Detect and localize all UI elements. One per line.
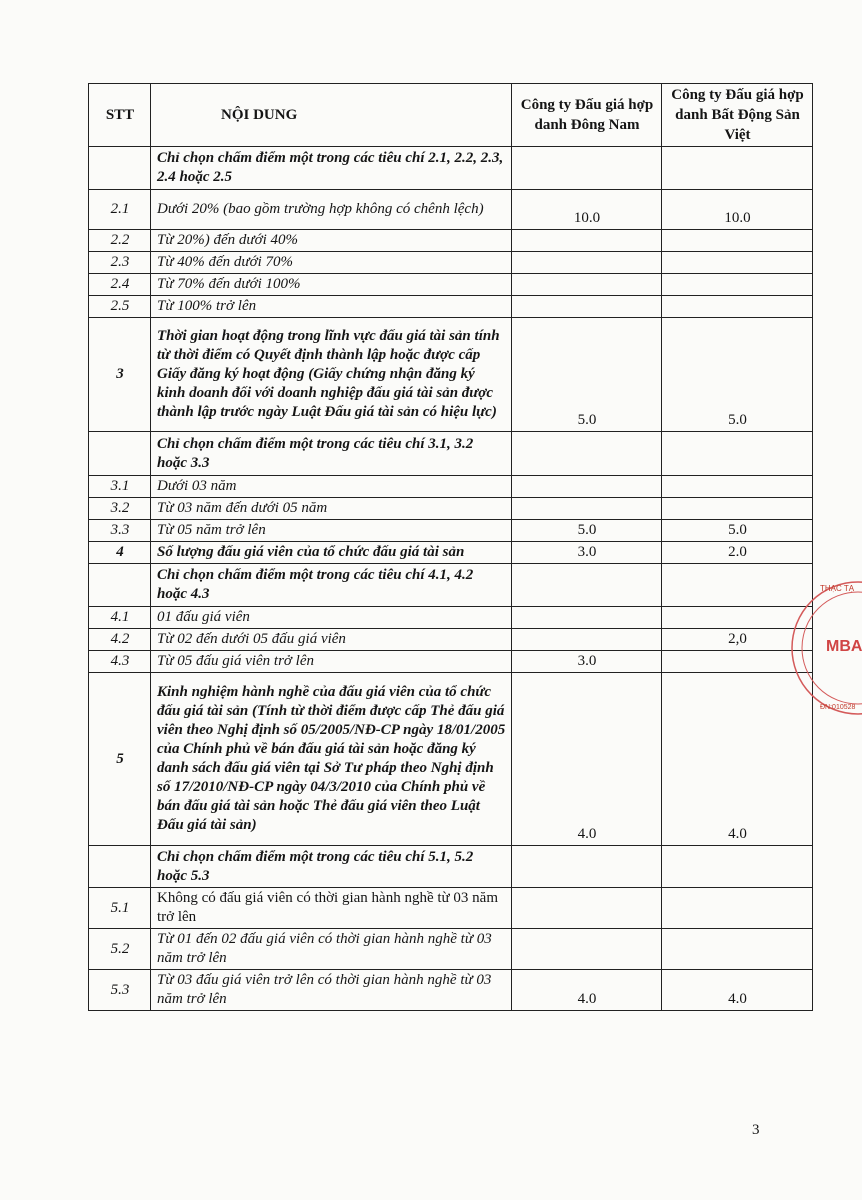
row-content: Dưới 03 năm [151,476,512,498]
row-stt: 3.2 [89,498,151,520]
score-bds-viet [662,432,813,476]
row-stt: 4.1 [89,607,151,629]
table-row [89,846,813,888]
table-row [89,607,813,629]
row-content: Dưới 20% (bao gồm trường hợp không có chênh lệch) [151,190,512,230]
score-dong-nam [512,432,662,476]
score-dong-nam [512,476,662,498]
row-content: Từ 100% trở lên [151,296,512,318]
score-bds-viet [662,498,813,520]
score-bds-viet: 4.0 [662,970,813,1011]
header-company-dong-nam: Công ty Đấu giá hợp danh Đông Nam [512,84,662,147]
row-stt [89,846,151,888]
row-stt: 2.2 [89,230,151,252]
row-stt [89,564,151,607]
score-bds-viet [662,607,813,629]
row-content: Số lượng đấu giá viên của tổ chức đấu giá tài sản [151,542,512,564]
row-content: Từ 01 đến 02 đấu giá viên có thời gian hành nghề từ 03 năm trở lên [151,929,512,970]
row-content: Chỉ chọn chấm điểm một trong các tiêu chí 5.1, 5.2 hoặc 5.3 [151,846,512,888]
score-bds-viet [662,651,813,673]
table-header-row [89,84,813,147]
row-content: Chỉ chọn chấm điểm một trong các tiêu chí 4.1, 4.2 hoặc 4.3 [151,564,512,607]
score-dong-nam: 4.0 [512,673,662,846]
row-stt: 3.3 [89,520,151,542]
score-dong-nam [512,629,662,651]
score-dong-nam: 5.0 [512,318,662,432]
row-stt [89,432,151,476]
table-row [89,190,813,230]
score-dong-nam [512,564,662,607]
score-dong-nam: 3.0 [512,542,662,564]
stamp-text-bot: ĐN:010528 [820,704,856,711]
stamp-text-mid: MBA [826,638,862,655]
score-bds-viet [662,929,813,970]
row-stt [89,147,151,190]
stamp-text-top: THẠC TẠ [820,584,855,593]
score-dong-nam [512,929,662,970]
table-row [89,432,813,476]
score-bds-viet [662,230,813,252]
table-row [89,147,813,190]
score-dong-nam [512,607,662,629]
score-bds-viet [662,564,813,607]
table-row [89,252,813,274]
table-row [89,520,813,542]
row-stt: 4 [89,542,151,564]
row-content: Từ 40% đến dưới 70% [151,252,512,274]
score-bds-viet [662,296,813,318]
row-stt: 2.4 [89,274,151,296]
header-stt: STT [89,84,151,147]
table-row [89,542,813,564]
score-bds-viet [662,888,813,929]
score-dong-nam [512,274,662,296]
page-number: 3 [752,1122,760,1138]
row-content: Từ 02 đến dưới 05 đấu giá viên [151,629,512,651]
score-bds-viet: 5.0 [662,520,813,542]
score-dong-nam [512,230,662,252]
row-stt: 2.3 [89,252,151,274]
table-body [89,147,813,1011]
row-content: Từ 05 năm trở lên [151,520,512,542]
score-bds-viet [662,476,813,498]
score-dong-nam: 10.0 [512,190,662,230]
score-dong-nam: 5.0 [512,520,662,542]
table-row [89,274,813,296]
score-bds-viet: 2,0 [662,629,813,651]
table-row [89,651,813,673]
scoring-table [88,83,813,1011]
row-stt: 3.1 [89,476,151,498]
row-stt: 2.5 [89,296,151,318]
row-content: Thời gian hoạt động trong lĩnh vực đấu giá tài sản tính từ thời điểm có Quyết định thành lập hoặc được cấp Giấy đăng ký hoạt động (Giấy chứng nhận đăng ký kinh doanh đối với doanh nghiệp đấu giá tài sản được thành lập trước ngày Luật Đấu giá tài sản có hiệu lực) [151,318,512,432]
row-stt: 5.3 [89,970,151,1011]
table-row [89,318,813,432]
score-dong-nam [512,252,662,274]
row-content: Chỉ chọn chấm điểm một trong các tiêu chí 2.1, 2.2, 2.3, 2.4 hoặc 2.5 [151,147,512,190]
score-dong-nam [512,846,662,888]
row-stt: 5 [89,673,151,846]
red-stamp [818,578,862,718]
score-dong-nam [512,296,662,318]
row-content: Từ 70% đến dưới 100% [151,274,512,296]
row-content: 01 đấu giá viên [151,607,512,629]
score-dong-nam: 3.0 [512,651,662,673]
row-content: Từ 03 đấu giá viên trở lên có thời gian hành nghề từ 03 năm trở lên [151,970,512,1011]
table-row [89,970,813,1011]
header-noi-dung: NỘI DUNG [151,84,512,147]
row-content: Từ 20%) đến dưới 40% [151,230,512,252]
row-stt: 5.1 [89,888,151,929]
score-bds-viet [662,252,813,274]
row-content: Kinh nghiệm hành nghề của đấu giá viên của tổ chức đấu giá tài sản (Tính từ thời điểm được cấp Thẻ đấu giá viên theo Nghị định số 05/2005/NĐ-CP ngày 18/01/2005 của Chính phủ về bán đấu giá tài sản hoặc đăng ký danh sách đấu giá viên tại Sở Tư pháp theo Nghị định số 17/2010/NĐ-CP ngày 04/3/2010 của Chính phủ về bán đấu giá tài sản hoặc Thẻ đấu giá viên theo Luật Đấu giá tài sản) [151,673,512,846]
table-row [89,296,813,318]
header-company-bds-viet: Công ty Đấu giá hợp danh Bất Động Sản Việt [662,84,813,147]
row-stt: 2.1 [89,190,151,230]
score-dong-nam [512,498,662,520]
table-row [89,888,813,929]
score-bds-viet: 4.0 [662,673,813,846]
row-stt: 4.2 [89,629,151,651]
table-row [89,498,813,520]
score-bds-viet [662,274,813,296]
row-stt: 4.3 [89,651,151,673]
table-row [89,230,813,252]
score-bds-viet [662,147,813,190]
score-bds-viet: 10.0 [662,190,813,230]
score-dong-nam: 4.0 [512,970,662,1011]
score-bds-viet: 5.0 [662,318,813,432]
table-row [89,564,813,607]
row-content: Từ 05 đấu giá viên trở lên [151,651,512,673]
table-row [89,673,813,846]
score-dong-nam [512,888,662,929]
row-content: Từ 03 năm đến dưới 05 năm [151,498,512,520]
table-row [89,929,813,970]
score-dong-nam [512,147,662,190]
table-row [89,629,813,651]
table-row [89,476,813,498]
row-stt: 5.2 [89,929,151,970]
row-stt: 3 [89,318,151,432]
score-bds-viet [662,846,813,888]
score-bds-viet: 2.0 [662,542,813,564]
row-content: Chỉ chọn chấm điểm một trong các tiêu chí 3.1, 3.2 hoặc 3.3 [151,432,512,476]
row-content: Không có đấu giá viên có thời gian hành nghề từ 03 năm trở lên [151,888,512,929]
